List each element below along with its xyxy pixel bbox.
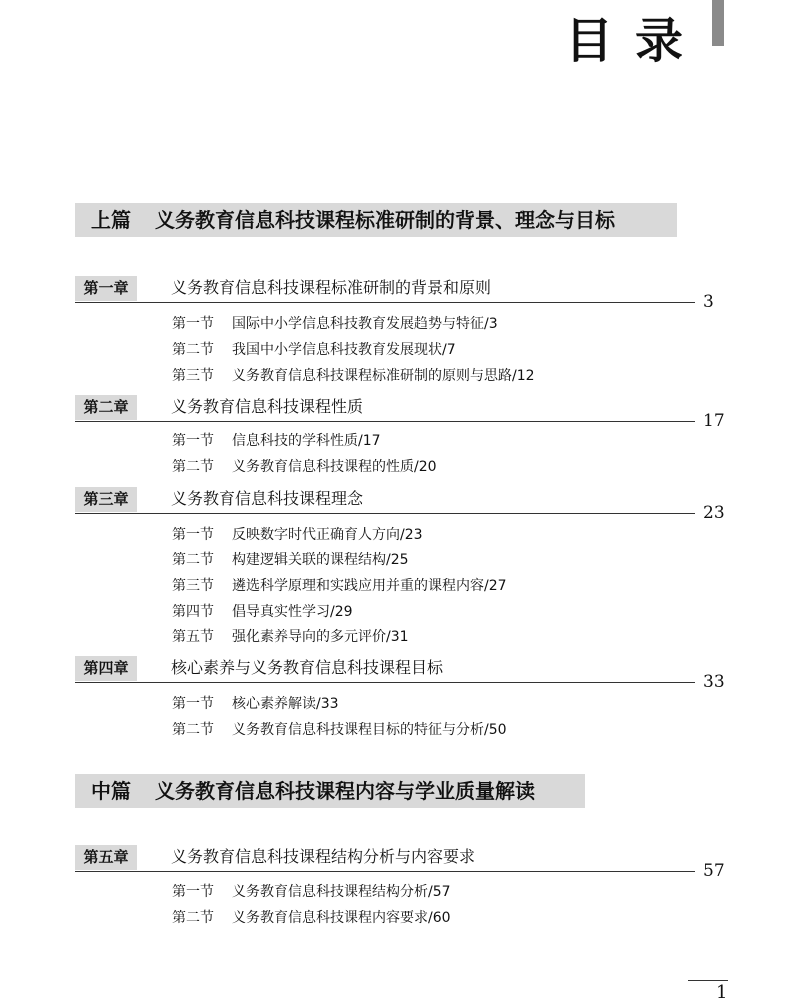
section-title: 核心素养解读/33 bbox=[232, 696, 339, 712]
section-label: 第一节 bbox=[172, 316, 214, 332]
chapter-title: 义务教育信息科技课程性质 bbox=[171, 397, 364, 416]
chapter-page-number: 17 bbox=[703, 411, 725, 431]
toc-section[interactable] bbox=[172, 881, 451, 903]
chapter-page-number: 33 bbox=[703, 672, 725, 692]
chapter-page-number: 23 bbox=[703, 503, 725, 523]
toc-section[interactable] bbox=[172, 365, 535, 387]
section-label: 第一节 bbox=[172, 527, 214, 543]
toc-section[interactable] bbox=[172, 626, 409, 648]
toc-section[interactable] bbox=[172, 430, 381, 452]
toc-section[interactable] bbox=[172, 313, 498, 335]
section-title: 反映数字时代正确育人方向/23 bbox=[232, 527, 423, 543]
part-label: 中篇 bbox=[91, 779, 131, 803]
section-label: 第三节 bbox=[172, 368, 214, 384]
toc-section[interactable] bbox=[172, 719, 507, 741]
section-title: 信息科技的学科性质/17 bbox=[232, 433, 381, 449]
toc-section[interactable] bbox=[172, 575, 507, 597]
footer-rule bbox=[688, 980, 728, 981]
toc-chapter[interactable] bbox=[75, 395, 725, 431]
section-title: 义务教育信息科技课程结构分析/57 bbox=[232, 884, 451, 900]
section-title: 义务教育信息科技课程目标的特征与分析/50 bbox=[232, 722, 507, 738]
part-heading bbox=[75, 203, 677, 237]
section-label: 第二节 bbox=[172, 552, 214, 568]
chapter-label: 第二章 bbox=[75, 395, 137, 420]
toc-chapter[interactable] bbox=[75, 656, 725, 692]
section-title: 国际中小学信息科技教育发展趋势与特征/3 bbox=[232, 316, 498, 332]
toc-section[interactable] bbox=[172, 601, 353, 623]
chapter-label: 第三章 bbox=[75, 487, 137, 512]
section-label: 第三节 bbox=[172, 578, 214, 594]
section-label: 第一节 bbox=[172, 884, 214, 900]
section-title: 遴选科学原理和实践应用并重的课程内容/27 bbox=[232, 578, 507, 594]
toc-chapter[interactable] bbox=[75, 487, 725, 523]
toc-section[interactable] bbox=[172, 907, 451, 929]
section-label: 第一节 bbox=[172, 433, 214, 449]
toc-section[interactable] bbox=[172, 693, 339, 715]
section-label: 第四节 bbox=[172, 604, 214, 620]
chapter-label: 第五章 bbox=[75, 845, 137, 870]
chapter-page-number: 3 bbox=[703, 292, 714, 312]
section-label: 第二节 bbox=[172, 910, 214, 926]
section-title: 强化素养导向的多元评价/31 bbox=[232, 629, 409, 645]
section-label: 第二节 bbox=[172, 459, 214, 475]
section-title: 义务教育信息科技课程的性质/20 bbox=[232, 459, 437, 475]
part-heading bbox=[75, 774, 585, 808]
section-title: 义务教育信息科技课程内容要求/60 bbox=[232, 910, 451, 926]
chapter-title: 核心素养与义务教育信息科技课程目标 bbox=[171, 658, 444, 677]
toc-section[interactable] bbox=[172, 339, 456, 361]
chapter-title: 义务教育信息科技课程理念 bbox=[171, 489, 364, 508]
section-label: 第二节 bbox=[172, 722, 214, 738]
toc-chapter[interactable] bbox=[75, 276, 714, 312]
toc-section[interactable] bbox=[172, 456, 437, 478]
section-title: 义务教育信息科技课程标准研制的原则与思路/12 bbox=[232, 368, 535, 384]
chapter-title: 义务教育信息科技课程标准研制的背景和原则 bbox=[171, 278, 492, 297]
section-title: 我国中小学信息科技教育发展现状/7 bbox=[232, 342, 456, 358]
part-title: 义务教育信息科技课程内容与学业质量解读 bbox=[155, 779, 535, 803]
page-title: 目录 bbox=[564, 13, 705, 69]
footer-page-number: 1 bbox=[716, 982, 728, 1003]
toc-section[interactable] bbox=[172, 549, 409, 571]
chapter-label: 第一章 bbox=[75, 276, 137, 301]
section-label: 第一节 bbox=[172, 696, 214, 712]
section-title: 倡导真实性学习/29 bbox=[232, 604, 353, 620]
part-title: 义务教育信息科技课程标准研制的背景、理念与目标 bbox=[155, 208, 615, 232]
section-label: 第二节 bbox=[172, 342, 214, 358]
toc-chapter[interactable] bbox=[75, 845, 725, 881]
toc-section[interactable] bbox=[172, 524, 423, 546]
title-accent-bar bbox=[712, 0, 724, 46]
chapter-page-number: 57 bbox=[703, 861, 725, 881]
chapter-title: 义务教育信息科技课程结构分析与内容要求 bbox=[171, 847, 476, 866]
chapter-label: 第四章 bbox=[75, 656, 137, 681]
section-label: 第五节 bbox=[172, 629, 214, 645]
part-label: 上篇 bbox=[91, 208, 131, 232]
section-title: 构建逻辑关联的课程结构/25 bbox=[232, 552, 409, 568]
